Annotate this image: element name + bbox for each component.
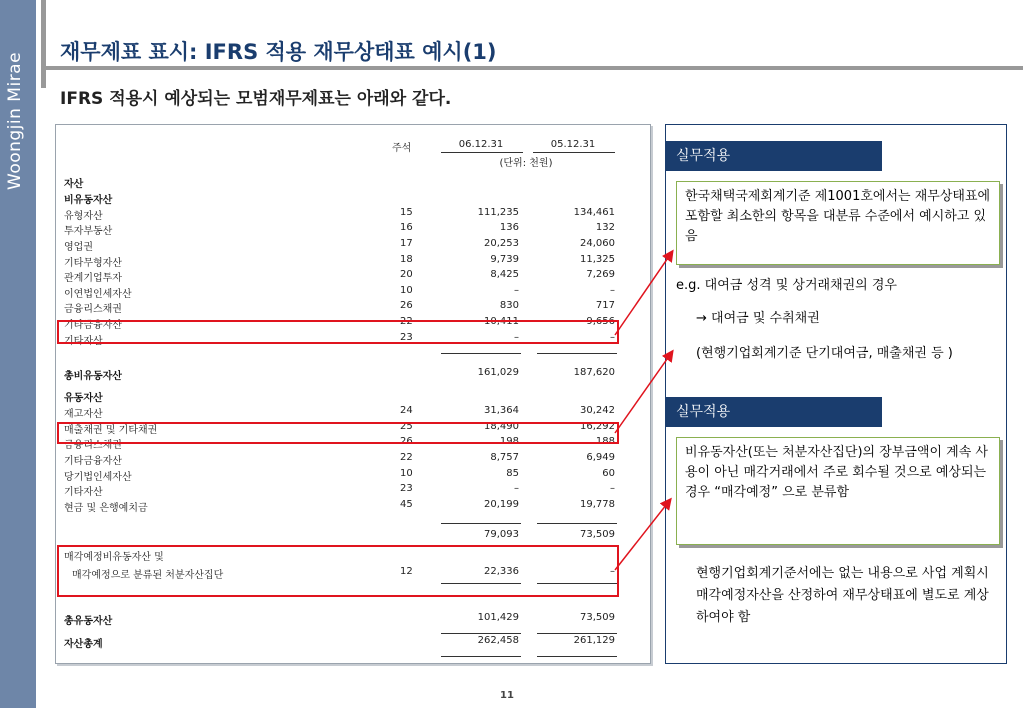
row-value-2005: – [610,285,615,296]
row-value-2005: 6,949 [586,452,615,463]
row-value-2005: 717 [595,300,615,311]
row-label: 현금 및 은행예치금 [64,503,148,514]
row-label: 자산총계 [64,639,103,650]
row-value-2005: – [610,332,615,343]
row-note: 18 [400,254,413,265]
row-label: 유형자산 [64,211,103,222]
row-note: 22 [400,316,413,327]
row-value-2006: 8,425 [490,269,519,280]
row-value-2005: 60 [602,468,615,479]
unit-label: (단위: 천원) [499,158,553,169]
row-label: 매각예정으로 분류된 처분자산집단 [72,570,224,581]
panel1-example: e.g. 대여금 성격 및 상거래채권의 경우 [676,278,897,293]
row-label: 총유동자산 [64,616,113,627]
row-label: 매각예정비유동자산 및 [64,552,164,563]
row-value-2006: 101,429 [477,612,519,623]
row-note: 10 [400,285,413,296]
row-value-2005: – [610,483,615,494]
row-note: 23 [400,483,413,494]
row-label: 매출채권 및 기타채권 [64,425,158,436]
row-value-2005: 134,461 [573,207,615,218]
row-value-2005: 11,325 [580,254,615,265]
row-value-2005: 73,509 [580,529,615,540]
row-value-2005: 16,292 [580,421,615,432]
row-value-2006: 830 [499,300,519,311]
row-label: 영업권 [64,242,93,253]
row-value-2006: 20,253 [484,238,519,249]
row-value-2005: 30,242 [580,405,615,416]
col-header-2005: 05.12.31 [550,139,596,150]
row-label: 이연법인세자산 [64,289,132,300]
row-value-2005: 7,269 [586,269,615,280]
row-value-2006: 111,235 [477,207,519,218]
row-value-2006: – [514,285,519,296]
row-label: 관계기업투자 [64,273,122,284]
row-value-2006: 79,093 [484,529,519,540]
row-label: 기타금융자산 [64,320,122,331]
row-value-2006: 31,364 [484,405,519,416]
row-value-2006: – [514,332,519,343]
row-label: 금융리스채권 [64,304,122,315]
row-value-2006: 136 [499,222,519,233]
row-note: 16 [400,222,413,233]
arrow-to-panel1-note [615,352,672,433]
row-value-2006: 22,336 [484,566,519,577]
row-label: 기타자산 [64,487,103,498]
row-label: 기타무형자산 [64,258,122,269]
row-label: 유동자산 [64,393,103,404]
row-label: 총비유동자산 [64,371,122,382]
row-value-2006: 161,029 [477,367,519,378]
row-note: 17 [400,238,413,249]
row-value-2006: – [514,483,519,494]
row-value-2005: 187,620 [573,367,615,378]
row-value-2006: 9,739 [490,254,519,265]
row-label: 당기법인세자산 [64,472,132,483]
panel2-header: 실무적용 [666,397,882,427]
row-value-2005: 73,509 [580,612,615,623]
arrow-to-panel2 [615,500,670,570]
row-label: 금융리스채권 [64,440,122,451]
row-note: 45 [400,499,413,510]
panel2-note: 현행기업회계기준서에는 없는 내용으로 사업 계획시 매각예정자산을 산정하여 재무상태표에 별도로 계상하여야 함 [696,566,989,625]
col-header-note: 주석 [392,143,412,154]
row-value-2005: 132 [595,222,615,233]
panel1-example-arrow-text: → 대여금 및 수취채권 [696,311,820,326]
row-note: 22 [400,452,413,463]
row-value-2005: – [610,566,615,577]
col-header-2006: 06.12.31 [458,139,504,150]
row-value-2006: 8,757 [490,452,519,463]
panel1-current-standard-note: (현행기업회계기준 단기대여금, 매출채권 등 ) [696,346,953,361]
page-subtitle: IFRS 적용시 예상되는 모범재무제표는 아래와 같다. [60,89,452,109]
page-number: 11 [500,690,514,701]
row-value-2005: 188 [595,436,615,447]
row-note: 15 [400,207,413,218]
row-note: 25 [400,421,413,432]
page-title: 재무제표 표시: IFRS 적용 재무상태표 예시(1) [60,40,497,64]
row-label: 투자부동산 [64,226,113,237]
row-note: 10 [400,468,413,479]
row-label: 자산 [64,179,84,190]
row-value-2005: 19,778 [580,499,615,510]
row-value-2006: 85 [506,468,519,479]
panel1-header: 실무적용 [666,141,882,171]
row-value-2005: 261,129 [573,635,615,646]
row-note: 20 [400,269,413,280]
panel2-summary-box: 비유동자산(또는 처분자산집단)의 장부금액이 계속 사용이 아닌 매각거래에서 주로 회수될 것으로 예상되는 경우 “매각예정” 으로 분류함 [676,437,1000,545]
row-note: 26 [400,436,413,447]
row-note: 12 [400,566,413,577]
row-note: 26 [400,300,413,311]
row-value-2005: 9,656 [586,316,615,327]
arrow-to-panel1 [615,252,672,335]
row-note: 24 [400,405,413,416]
row-value-2006: 20,199 [484,499,519,510]
row-value-2006: 18,490 [484,421,519,432]
row-label: 비유동자산 [64,195,113,206]
row-note: 23 [400,332,413,343]
row-value-2006: 10,411 [484,316,519,327]
row-label: 기타자산 [64,336,103,347]
row-value-2006: 262,458 [477,635,519,646]
row-value-2006: 198 [499,436,519,447]
panel1-summary-box: 한국채택국제회계기준 제1001호에서는 재무상태표에 포함할 최소한의 항목을 대분류 수준에서 예시하고 있음 [676,181,1000,265]
row-label: 재고자산 [64,409,103,420]
brand-label: Woongjin Mirae [5,51,25,190]
row-value-2005: 24,060 [580,238,615,249]
row-label: 기타금융자산 [64,456,122,467]
